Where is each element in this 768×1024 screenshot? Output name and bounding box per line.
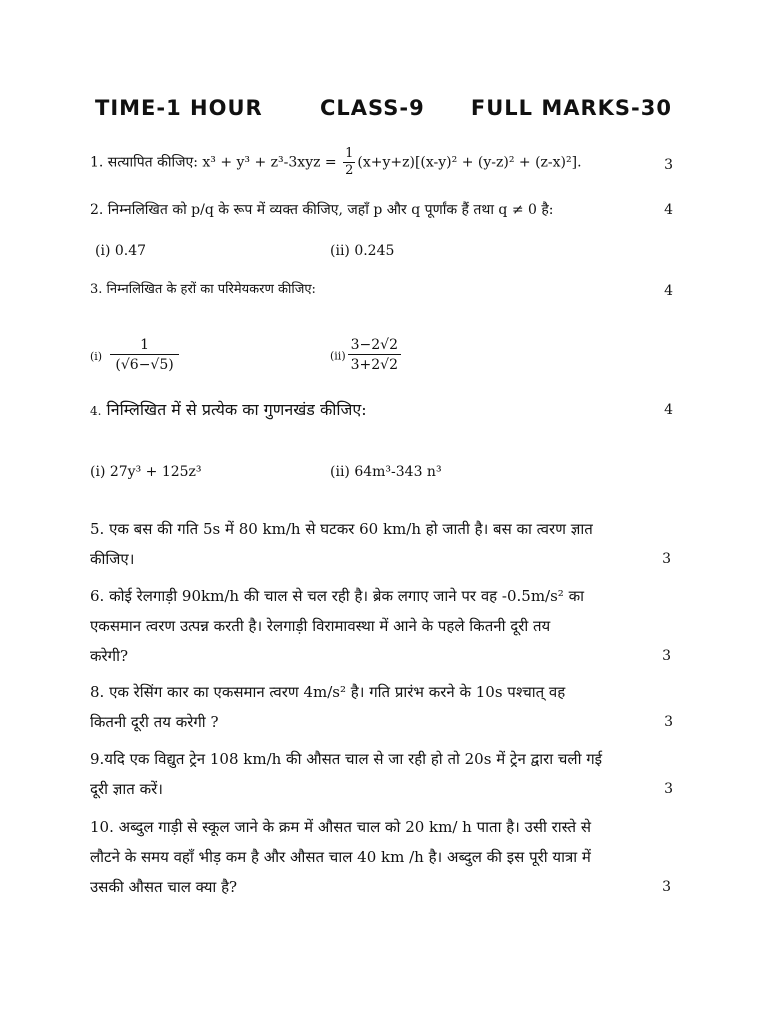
question-9-marks: 3 (664, 781, 673, 797)
question-4-part-2: (ii) 64m³-343 n³ (330, 464, 442, 480)
question-2-part-1: (i) 0.47 (95, 243, 147, 259)
question-5 (90, 514, 673, 574)
question-5-marks: 3 (662, 551, 671, 567)
question-1-marks: 3 (664, 157, 673, 173)
question-4 (90, 396, 673, 425)
question-4-text: निम्लिखित में से प्रत्येक का गुणनखंड कीजिए: (106, 400, 367, 419)
question-10 (90, 812, 673, 902)
question-10-line-2: लौटने के समय वहाँ भीड़ कम है और औसत चाल 40 km /h है। अब्दुल की इस पूरी यात्रा में (90, 848, 591, 866)
full-marks-label: FULL MARKS-30 (470, 96, 672, 120)
fraction-denominator: 3+2√2 (350, 357, 398, 373)
question-2: 2. निम्नलिखित को p/q के रूप में व्यक्त कीजिए, जहाँ p और q पूर्णांक हैं तथा q ≠ 0 है: (90, 202, 554, 218)
question-6-marks: 3 (662, 648, 671, 664)
fraction-numerator: 1 (110, 336, 179, 355)
question-9-line-1: 9.यदि एक विद्युत ट्रेन 108 km/h की औसत चाल से जा रही हो तो 20s में ट्रेन द्वारा चली गई (90, 750, 603, 768)
fraction-numerator: 3−2√2 (348, 336, 401, 355)
question-6 (90, 581, 673, 671)
question-3-part-1-fraction (110, 336, 179, 375)
question-1-prefix: 1. सत्यापित कीजिए: x³ + y³ + z³-3xyz = (90, 154, 342, 171)
class-label: CLASS-9 (320, 96, 425, 120)
half-fraction (343, 146, 355, 179)
question-8 (90, 677, 673, 737)
question-4-parts (90, 458, 673, 486)
fraction-numerator: 1 (345, 146, 354, 161)
question-10-line-3: उसकी औसत चाल क्या है? (90, 878, 238, 896)
question-4-number: 4. (90, 404, 102, 418)
question-8-marks: 3 (664, 714, 673, 730)
question-3-part-2 (330, 336, 403, 375)
question-2-marks: 4 (664, 202, 673, 218)
question-10-line-1: 10. अब्दुल गाड़ी से स्कूल जाने के क्रम में औसत चाल को 20 km/ h पाता है। उसी रास्ते से (90, 818, 591, 836)
question-4-part-1: (i) 27y³ + 125z³ (90, 464, 202, 480)
question-6-line-3: करेगी? (90, 647, 129, 665)
time-label: TIME-1 HOUR (95, 96, 263, 120)
question-2-parts (95, 237, 673, 265)
question-9 (90, 744, 673, 804)
question-8-line-2: कितनी दूरी तय करेगी ? (90, 713, 219, 731)
question-10-marks: 3 (662, 879, 671, 895)
question-5-line-1: 5. एक बस की गति 5s में 80 km/h से घटकर 60 km/h हो जाती है। बस का त्वरण ज्ञात (90, 520, 593, 538)
fraction-denominator: (√6−√5) (115, 357, 174, 373)
question-3-part-1-label: (i) (90, 349, 103, 363)
question-1-suffix: (x+y+z)[(x-y)² + (y-z)² + (z-x)²]. (357, 154, 582, 171)
question-5-line-2: कीजिए। (90, 550, 135, 568)
question-3-part-2-fraction (348, 336, 401, 375)
question-9-line-2: दूरी ज्ञात करें। (90, 780, 163, 798)
question-3: 3. निम्नलिखित के हरों का परिमेयकरण कीजिए: (90, 282, 316, 297)
question-8-line-1: 8. एक रेसिंग कार का एकसमान त्वरण 4m/s² है। गति प्रारंभ करने के 10s पश्चात् वह (90, 683, 566, 701)
question-3-marks: 4 (664, 283, 673, 299)
question-3-part-2-label: (ii) (330, 349, 346, 363)
question-4-marks: 4 (664, 402, 673, 418)
question-6-line-2: एकसमान त्वरण उत्पन्न करती है। रेलगाड़ी विरामावस्था में आने के पहले कितनी दूरी तय (90, 617, 551, 635)
question-6-line-1: 6. कोई रेलगाड़ी 90km/h की चाल से चल रही है। ब्रेक लगाए जाने पर वह -0.5m/s² का (90, 587, 584, 605)
question-2-part-2: (ii) 0.245 (330, 243, 395, 259)
exam-header (95, 96, 672, 130)
question-3-parts (90, 336, 673, 375)
question-1 (90, 146, 673, 179)
fraction-denominator: 2 (345, 163, 354, 178)
